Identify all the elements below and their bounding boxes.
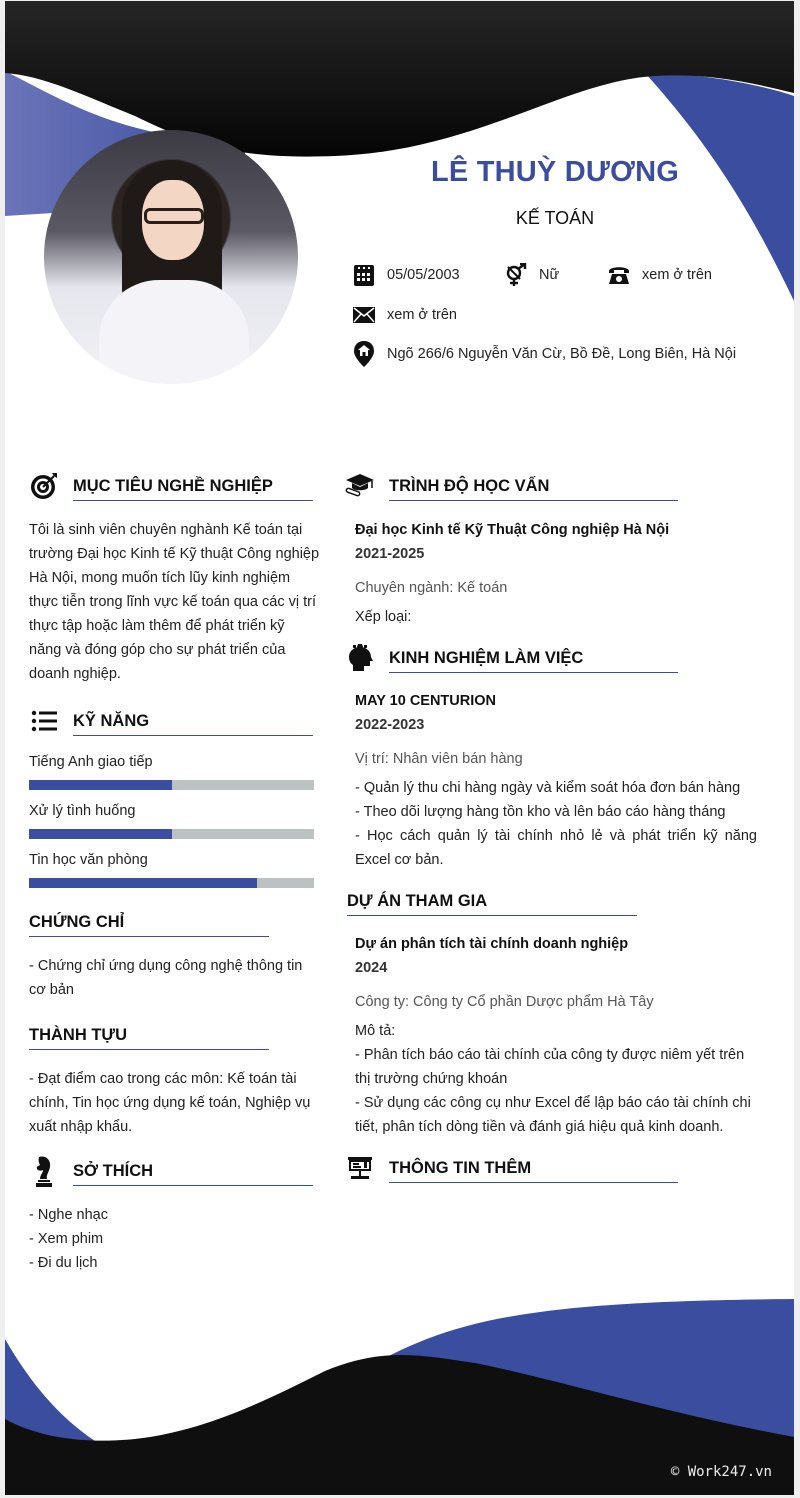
project-line: thị trường chứng khoán — [355, 1071, 508, 1087]
mail-icon — [353, 304, 375, 326]
experience-years: 2022-2023 — [355, 717, 425, 733]
certificate-line: - Chứng chỉ ứng dụng công nghệ thông tin — [29, 958, 303, 974]
duty-line: - Học cách quản lý tài chính nhỏ lẻ và phát triển kỹ năng — [355, 828, 757, 844]
duty-line: - Theo dõi lượng hàng tồn kho và lên báo cáo hàng tháng — [355, 804, 726, 820]
email-info — [353, 304, 457, 326]
objective-line: thực tập hoặc làm thêm để phát triển kỹ — [29, 618, 285, 634]
objective-line: Hà Nội, mong muốn tích lũy kinh nghiệm — [29, 570, 291, 586]
skill-bar — [29, 780, 314, 790]
skill-bar-fill — [29, 829, 172, 839]
target-icon — [29, 471, 59, 501]
project-year: 2024 — [355, 960, 388, 976]
list-icon — [29, 706, 59, 736]
calendar-icon — [353, 264, 375, 286]
avatar-shirt — [99, 280, 249, 384]
section-title: SỞ THÍCH — [73, 1162, 313, 1186]
project-line: - Phân tích báo cáo tài chính của công ty được niêm yết trên — [355, 1047, 745, 1063]
birthday-info — [353, 264, 460, 286]
chess-knight-icon — [29, 1156, 59, 1186]
section-title: CHỨNG CHỈ — [29, 913, 269, 937]
gender-value: Nữ — [539, 267, 560, 283]
school-name: Đại học Kinh tế Kỹ Thuật Công nghiệp Hà Nội — [355, 522, 670, 538]
section-skills-header — [29, 706, 313, 736]
copyright-footer: © Work247.vn — [670, 1464, 772, 1480]
project-entry — [355, 932, 765, 1139]
address-value: Ngõ 266/6 Nguyễn Văn Cừ, Bồ Đề, Long Biên, Hà Nội — [387, 346, 737, 362]
experience-entry — [355, 689, 757, 872]
gender-info — [505, 264, 559, 286]
project-line: tiết, phân tích dòng tiền và đánh giá hiệu quả kinh doanh. — [355, 1119, 724, 1135]
project-company: Công ty: Công ty Cổ phần Dược phẩm Hà Tây — [355, 994, 654, 1010]
section-certificates-header — [29, 913, 269, 937]
skill-bar — [29, 878, 314, 888]
company-name: MAY 10 CENTURION — [355, 693, 497, 709]
achievements-text — [29, 1067, 324, 1139]
certificate-line: cơ bản — [29, 982, 74, 998]
section-title: KINH NGHIỆM LÀM VIỆC — [389, 649, 678, 673]
location-icon — [353, 343, 375, 365]
education-rank: Xếp loại: — [355, 609, 412, 625]
candidate-name: LÊ THUỲ DƯƠNG — [431, 156, 679, 188]
objective-line: trường Đại học Kinh tế Kỹ thuật Công nghiệp — [29, 546, 320, 562]
section-projects-header — [347, 892, 637, 916]
skill-bar — [29, 829, 314, 839]
hobby-item: - Đi du lịch — [29, 1255, 98, 1271]
achievement-line: xuất nhập khẩu. — [29, 1119, 133, 1135]
skill-label: Tin học văn phòng — [29, 852, 148, 868]
achievement-line: - Đạt điểm cao trong các môn: Kế toán tài — [29, 1071, 297, 1087]
duty-line: Excel cơ bản. — [355, 852, 444, 868]
birthday-value: 05/05/2003 — [387, 267, 460, 283]
avatar-glasses — [144, 208, 204, 224]
section-education-header — [345, 471, 678, 501]
section-title: MỤC TIÊU NGHỀ NGHIỆP — [73, 477, 313, 501]
email-value: xem ở trên — [387, 307, 457, 323]
skill-bar-fill — [29, 878, 257, 888]
objective-text — [29, 518, 324, 686]
duty-line: - Quản lý thu chi hàng ngày và kiểm soát hóa đơn bán hàng — [355, 780, 741, 796]
section-achievements-header — [29, 1026, 269, 1050]
section-title: THÔNG TIN THÊM — [389, 1159, 678, 1183]
skill-label: Xử lý tình huống — [29, 803, 136, 819]
section-objective-header — [29, 471, 313, 501]
hobby-item: - Nghe nhạc — [29, 1207, 108, 1223]
head-gear-icon — [345, 643, 375, 673]
avatar-photo — [44, 130, 298, 384]
project-name: Dự án phân tích tài chính doanh nghiệp — [355, 936, 629, 952]
objective-line: năng và đóng góp cho sự phát triển của — [29, 642, 286, 658]
job-title: KẾ TOÁN — [515, 208, 595, 228]
section-title: TRÌNH ĐỘ HỌC VẤN — [389, 477, 678, 501]
section-extra-header — [345, 1153, 678, 1183]
certificates-text — [29, 954, 324, 1002]
presentation-icon — [345, 1153, 375, 1183]
phone-icon — [608, 264, 630, 286]
hobbies-list — [29, 1203, 324, 1275]
cv-page — [5, 1, 794, 1495]
objective-line: doanh nghiệp. — [29, 666, 121, 682]
project-desc-label: Mô tả: — [355, 1023, 396, 1039]
phone-info — [608, 264, 712, 286]
section-title: THÀNH TỰU — [29, 1026, 269, 1050]
gender-icon — [505, 264, 527, 286]
objective-line: thực tiễn trong lĩnh vực kế toán qua các vị trí — [29, 594, 316, 610]
objective-line: Tôi là sinh viên chuyên nghành Kế toán tại — [29, 522, 303, 538]
skill-label: Tiếng Anh giao tiếp — [29, 754, 153, 770]
section-title: KỸ NĂNG — [73, 712, 313, 736]
hobby-item: - Xem phim — [29, 1231, 104, 1247]
education-major: Chuyên ngành: Kế toán — [355, 580, 508, 596]
achievement-line: chính, Tin học ứng dụng kế toán, Nghiệp vụ — [29, 1095, 311, 1111]
address-info — [353, 343, 736, 365]
phone-value: xem ở trên — [642, 267, 712, 283]
section-hobbies-header — [29, 1156, 313, 1186]
graduation-cap-icon — [345, 471, 375, 501]
education-entry — [355, 518, 765, 629]
skill-bar-fill — [29, 780, 172, 790]
section-experience-header — [345, 643, 678, 673]
project-line: - Sử dụng các công cụ như Excel để lập báo cáo tài chính chi — [355, 1095, 751, 1111]
section-title: DỰ ÁN THAM GIA — [347, 892, 637, 916]
experience-position: Vị trí: Nhân viên bán hàng — [355, 751, 523, 767]
education-years: 2021-2025 — [355, 546, 425, 562]
